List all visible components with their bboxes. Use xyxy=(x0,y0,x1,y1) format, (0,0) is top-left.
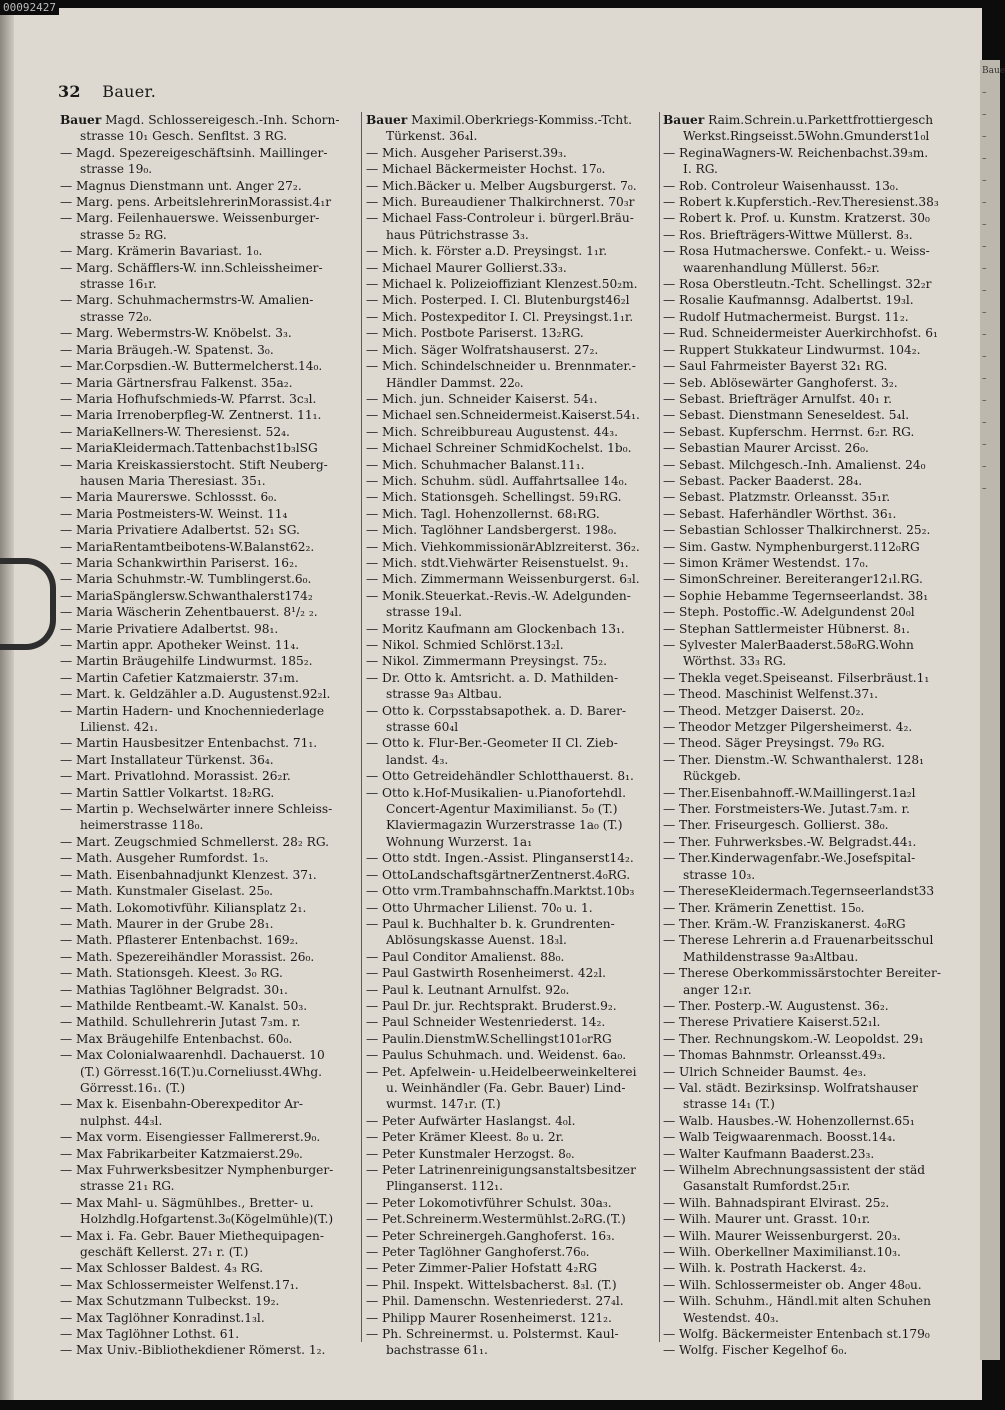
directory-entry: — Theod. Maschinist Welfenst.37₁. xyxy=(663,687,878,702)
next-page-fragment: – xyxy=(982,440,987,450)
directory-entry: — Mart. Zeugschmied Schmellerst. 28₂ RG. xyxy=(60,834,330,849)
directory-entry: — Rob. Controleur Waisenhausst. 13₀. xyxy=(663,178,899,193)
directory-entry: — Otto vrm.Trambahnschaffn.Marktst.10b₃ xyxy=(366,884,635,899)
directory-entry: — Theodor Metzger Pilgersheimerst. 4₂. xyxy=(663,720,913,735)
entry-continuation: Wohnung Wurzerst. 1a₁ xyxy=(386,834,533,849)
directory-entry: — ReginaWagners-W. Reichenbachst.39₃m. xyxy=(663,145,929,160)
surname-label: Bauer xyxy=(366,113,408,127)
directory-entry: — Otto Uhrmacher Lilienst. 70₀ u. 1. xyxy=(366,900,593,915)
directory-entry: — Monik.Steuerkat.-Revis.-W. Adelgunden- xyxy=(366,588,631,603)
directory-entry: — Mich. ViehkommissionärAblzreiterst. 36₂. xyxy=(366,539,640,554)
directory-entry: — Wolfg. Fischer Kegelhof 6₀. xyxy=(663,1343,848,1358)
next-page-fragment: – xyxy=(982,242,987,252)
directory-entry: — SimonSchreiner. Bereiteranger12₁l.RG. xyxy=(663,572,923,587)
next-page-fragment: – xyxy=(982,176,987,186)
directory-entry: — Mich. Postbote Pariserst. 13₂RG. xyxy=(366,326,584,341)
directory-entry: — Mathias Taglöhner Belgradst. 30₁. xyxy=(60,982,288,997)
directory-entry: — Marg. Krämerin Bavariast. 1₀. xyxy=(60,244,263,259)
directory-entry: — Paul k. Buchhalter b. k. Grundrenten- xyxy=(366,916,615,931)
directory-entry: — Martin Cafetier Katzmaierstr. 37₁m. xyxy=(60,670,299,685)
directory-entry: — Ros. Briefträgers-Wittwe Müllerst. 8₃. xyxy=(663,227,913,242)
directory-entry: — Mart. Privatlohnd. Morassist. 26₂r. xyxy=(60,769,291,784)
directory-entry: — Wilhelm Abrechnungsassistent der städ xyxy=(663,1163,926,1177)
directory-entry: — Walb Teigwaarenmach. Boosst.14₄. xyxy=(663,1130,896,1145)
directory-entry: — Magnus Dienstmann unt. Anger 27₂. xyxy=(60,178,302,193)
directory-entry: — Mich. Schuhmacher Balanst.11₁. xyxy=(366,457,585,472)
entry-continuation: Rückgeb. xyxy=(683,769,741,784)
next-page-fragment: Baue xyxy=(982,66,1005,76)
entry-continuation: u. Weinhändler (Fa. Gebr. Bauer) Lind- xyxy=(386,1080,626,1095)
directory-entry: — Sim. Gastw. Nymphenburgerst.112₀RG xyxy=(663,539,920,554)
directory-entry: — Robert k.Kupferstich.-Rev.Theresienst.38₃ xyxy=(663,195,939,210)
entry-continuation: Werkst.Ringseisst.5Wohn.Gmunderst1₀l xyxy=(683,129,930,144)
directory-entry: — Max k. Eisenbahn-Oberexpeditor Ar- xyxy=(60,1097,303,1112)
directory-entry: — Math. Lokomotivführ. Kiliansplatz 2₁. xyxy=(60,900,307,915)
directory-entry: — Mich. Schindelschneider u. Brennmater.- xyxy=(366,359,636,374)
directory-entry: — Phil. Damenschn. Westenriederst. 27₄l. xyxy=(366,1294,624,1309)
next-page-fragment: – xyxy=(982,484,987,494)
directory-entry: — Michael Fass-Controleur i. bürgerl.Bräu- xyxy=(366,211,634,226)
directory-entry: — MariaKleidermach.Tattenbachst1b₃lSG xyxy=(60,441,318,456)
directory-entry: — Sebast. Haferhändler Wörthst. 36₁. xyxy=(663,506,897,521)
directory-entry: — Theod. Metzger Daiserst. 20₂. xyxy=(663,703,865,718)
directory-entry: — Marg. Schäfflers-W. inn.Schleissheimer- xyxy=(60,260,323,275)
next-page-fragment: – xyxy=(982,264,987,274)
directory-entry: — Paulin.DienstmW.Schellingst101₀rRG xyxy=(366,1031,612,1046)
next-page-fragment: – xyxy=(982,88,987,98)
directory-entry: — ThereseKleidermach.Tegernseerlandst33 xyxy=(663,884,935,899)
directory-entry: — Mathilde Rentbeamt.-W. Kanalst. 50₃. xyxy=(60,998,308,1013)
directory-entry: — Stephan Sattlermeister Hübnerst. 8₁. xyxy=(663,621,910,636)
directory-entry: — Peter Krämer Kleest. 8₀ u. 2r. xyxy=(366,1130,564,1145)
directory-entry: — Martin Hadern- und Knochenniederlage xyxy=(60,703,325,718)
column-3 xyxy=(663,112,981,1358)
directory-entry: — Max Fuhrwerksbesitzer Nymphenburger- xyxy=(60,1163,334,1177)
entry-continuation: Händler Dammst. 22₀. xyxy=(386,375,524,390)
directory-entry: — Mich. Taglöhner Landsbergerst. 198₀. xyxy=(366,523,617,538)
directory-entry: — Math. Ausgeher Rumfordst. 1₅. xyxy=(60,851,269,866)
entry-continuation: bachstrasse 61₁. xyxy=(386,1343,488,1358)
next-page-fragment: – xyxy=(982,286,987,296)
next-page-fragment: – xyxy=(982,352,987,362)
directory-entry: — Ther.Eisenbahnoff.-W.Maillingerst.1a₂l xyxy=(663,785,916,800)
directory-entry: — Martin appr. Apotheker Weinst. 11₄. xyxy=(60,638,300,652)
entry-continuation: strasse 10₁ Gesch. Senfltst. 3 RG. xyxy=(80,129,288,144)
archive-stamp: 00092427 xyxy=(0,0,59,15)
directory-entry: — Mich. k. Förster a.D. Preysingst. 1₁r. xyxy=(366,244,608,259)
directory-entry: — Paul Schneider Westenriederst. 14₂. xyxy=(366,1015,606,1030)
directory-entry: — Marg. pens. ArbeitslehrerinMorassist.4₁r xyxy=(60,195,332,210)
entry-continuation: Holzhdlg.Hofgartenst.3₀(Kögelmühle)(T.) xyxy=(80,1212,334,1227)
directory-entry: — MariaRentamtbeibotens-W.Balanst62₂. xyxy=(60,539,315,554)
column-1 xyxy=(60,112,356,1358)
directory-page xyxy=(0,8,982,1400)
directory-entry: — Peter Taglöhner Ganghoferst.76₀. xyxy=(366,1245,590,1260)
next-page-fragment: – xyxy=(982,154,987,164)
surname-label: Bauer xyxy=(60,113,102,127)
directory-entry: — Seb. Ablösewärter Ganghoferst. 3₂. xyxy=(663,375,898,390)
directory-entry: — Nikol. Schmied Schlörst.13₂l. xyxy=(366,638,564,652)
column-divider-2 xyxy=(659,112,660,1342)
directory-entry: — Maria Maurerswe. Schlossst. 6₀. xyxy=(60,490,277,505)
page-header xyxy=(58,82,156,101)
directory-entry: — Thekla veget.Speiseanst. Filserbräust.1₁ xyxy=(663,670,930,685)
entry-continuation: anger 12₁r. xyxy=(683,982,752,997)
directory-entry: — Wilh. Oberkellner Maximilianst.10₃. xyxy=(663,1245,901,1260)
directory-entry: — Sebastian Schlosser Thalkirchnerst. 25₂. xyxy=(663,523,931,538)
directory-entry: — Sebast. Dienstmann Seneseldest. 5₄l. xyxy=(663,408,910,423)
next-page-fragment: – xyxy=(982,374,987,384)
entry-continuation: Concert-Agentur Maximilianst. 5₀ (T.) xyxy=(386,802,618,817)
next-page-fragment: – xyxy=(982,418,987,428)
directory-entry: — Math. Maurer in der Grube 28₁. xyxy=(60,916,274,931)
directory-entry: — Ther. Posterp.-W. Augustenst. 36₂. xyxy=(663,998,889,1013)
entry-continuation: landst. 4₃. xyxy=(386,752,449,767)
directory-entry: — Philipp Maurer Rosenheimerst. 121₂. xyxy=(366,1310,612,1325)
directory-entry: — Max Schutzmann Tulbeckst. 19₂. xyxy=(60,1294,280,1309)
next-page-fragment: – xyxy=(982,396,987,406)
entry-continuation: strasse 19₄l. xyxy=(386,605,463,620)
directory-entry: — Mich. Posterped. I. Cl. Blutenburgst46₂l xyxy=(366,293,630,308)
directory-entry: — Wilh. Maurer Weissenburgerst. 20₃. xyxy=(663,1228,901,1243)
directory-entry: — Mich. Tagl. Hohenzollernst. 68₁RG. xyxy=(366,506,600,521)
directory-entry: — Martin Sattler Volkartst. 18₂RG. xyxy=(60,785,275,800)
directory-entry: — Rosalie Kaufmannsg. Adalbertst. 19₃l. xyxy=(663,293,914,308)
entry-continuation: wurmst. 147₁r. (T.) xyxy=(386,1097,501,1112)
directory-entry: — Marg. Feilenhauerswe. Weissenburger- xyxy=(60,211,320,226)
directory-entry: — Maria Schankwirthin Pariserst. 16₂. xyxy=(60,555,298,570)
directory-entry: — Pet. Apfelwein- u.Heidelbeerweinkelterei xyxy=(366,1064,637,1079)
directory-entry: — Theod. Säger Preysingst. 79₀ RG. xyxy=(663,736,885,751)
directory-entry: — Max Bräugehilfe Entenbachst. 60₀. xyxy=(60,1031,293,1046)
entry-continuation: waarenhandlung Müllerst. 56₂r. xyxy=(683,260,880,275)
directory-entry: — Sebast. Briefträger Arnulfst. 40₁ r. xyxy=(663,391,892,406)
directory-entry: — Phil. Inspekt. Wittelsbacherst. 8₃l. (T.) xyxy=(366,1277,617,1292)
directory-entry: — Rud. Schneidermeister Auerkirchhofst. 6₁ xyxy=(663,326,938,341)
directory-entry: — Rudolf Hutmachermeist. Burgst. 11₂. xyxy=(663,309,909,324)
entry-continuation: Plinganserst. 112₁. xyxy=(386,1179,503,1194)
directory-entry: — Michael sen.Schneidermeist.Kaiserst.54₁. xyxy=(366,408,640,423)
directory-entry: — Ther.Kinderwagenfabr.-We.Josefspital- xyxy=(663,851,916,866)
directory-entry: — Max i. Fa. Gebr. Bauer Miethequipagen- xyxy=(60,1228,324,1243)
entry-continuation: strasse 21₁ RG. xyxy=(80,1179,175,1194)
entry-continuation: Westendst. 40₃. xyxy=(683,1310,779,1325)
directory-entry: — Martin Hausbesitzer Entenbachst. 71₁. xyxy=(60,736,318,751)
directory-entry: — Math. Kunstmaler Giselast. 25₀. xyxy=(60,884,274,899)
directory-entry: — Otto k.Hof-Musikalien- u.Pianofortehdl. xyxy=(366,785,626,800)
entry-lead: Bauer Magd. Schlossereigesch.-Inh. Schorn- xyxy=(60,113,340,127)
directory-entry: — Maria Postmeisters-W. Weinst. 11₄ xyxy=(60,506,288,521)
directory-entry: — Marie Privatiere Adalbertst. 98₁. xyxy=(60,621,279,636)
entry-continuation: strasse 10₃. xyxy=(683,867,756,882)
directory-entry: — Wilh. k. Postrath Hackerst. 4₂. xyxy=(663,1261,867,1276)
directory-entry: — Ulrich Schneider Baumst. 4e₃. xyxy=(663,1064,867,1079)
directory-entry: — Max Schlosser Baldest. 4₃ RG. xyxy=(60,1261,264,1276)
entry-continuation: Ablösungskasse Auenst. 18₃l. xyxy=(386,933,567,948)
directory-entry: — Mart. k. Geldzähler a.D. Augustenst.92₂l. xyxy=(60,687,331,702)
entry-continuation: I. RG. xyxy=(683,162,718,177)
directory-entry: — Ther. Friseurgesch. Gollierst. 38₀. xyxy=(663,818,889,833)
column-2 xyxy=(366,112,660,1358)
next-page-fragment: – xyxy=(982,462,987,472)
directory-entry: — Math. Spezereihändler Morassist. 26₀. xyxy=(60,949,315,964)
next-page-fragment: – xyxy=(982,308,987,318)
directory-entry: — Peter Schreinergeh.Ganghoferst. 16₃. xyxy=(366,1228,615,1243)
directory-entry: — Paul k. Leutnant Arnulfst. 92₀. xyxy=(366,982,570,997)
directory-entry: — Maria Schuhmstr.-W. Tumblingerst.6₀. xyxy=(60,572,312,587)
directory-entry: — Walter Kaufmann Baaderst.23₃. xyxy=(663,1146,875,1161)
directory-entry: — Sebastian Maurer Arcisst. 26₀. xyxy=(663,441,869,456)
entry-continuation: Görresst.16₁. (T.) xyxy=(80,1080,186,1095)
directory-entry: — Sebast. Kupferschm. Herrnst. 6₂r. RG. xyxy=(663,424,915,439)
directory-entry: — Sophie Hebamme Tegernseerlandst. 38₁ xyxy=(663,588,929,603)
directory-entry: — Max Taglöhner Lothst. 61. xyxy=(60,1327,240,1342)
directory-entry: — Math. Stationsgeh. Kleest. 3₀ RG. xyxy=(60,966,283,981)
directory-entry: — Mathild. Schullehrerin Jutast 7₃m. r. xyxy=(60,1015,301,1030)
entry-continuation: strasse 72₀. xyxy=(80,309,153,324)
directory-entry: — Maria Privatiere Adalbertst. 52₁ SG. xyxy=(60,523,300,538)
next-page-fragment: – xyxy=(982,198,987,208)
directory-entry: — Sebast. Milchgesch.-Inh. Amalienst. 24₀ xyxy=(663,457,926,472)
directory-entry: — Wilh. Schuhm., Händl.mit alten Schuhen xyxy=(663,1294,931,1309)
directory-entry: — Mich. Zimmermann Weissenburgerst. 6₃l. xyxy=(366,572,640,587)
directory-entry: — Ther. Fuhrwerksbes.-W. Belgradst.44₁. xyxy=(663,834,917,849)
directory-entry: — Mich. Schreibbureau Augustenst. 44₃. xyxy=(366,424,618,439)
directory-entry: — Peter Zimmer-Palier Hofstatt 4₂RG xyxy=(366,1261,598,1276)
running-head: Bauer. xyxy=(102,82,157,101)
entry-lead: Bauer Raim.Schrein.u.Parkettfrottiergesch xyxy=(663,113,934,127)
entry-continuation: heimerstrasse 118₀. xyxy=(80,818,204,833)
directory-entry: — Therese Privatiere Kaiserst.52₁l. xyxy=(663,1015,881,1030)
directory-entry: — Martin Bräugehilfe Lindwurmst. 185₂. xyxy=(60,654,313,669)
entry-continuation: strasse 19₀. xyxy=(80,162,153,177)
directory-entry: — Paul Dr. jur. Rechtsprakt. Bruderst.9₂. xyxy=(366,998,617,1013)
directory-entry: — Max Colonialwaarenhdl. Dachauerst. 10 xyxy=(60,1048,325,1063)
directory-entry: — Wilh. Schlossermeister ob. Anger 48₀u. xyxy=(663,1277,922,1292)
directory-entry: — Marg. Webermstrs-W. Knöbelst. 3₃. xyxy=(60,326,292,341)
directory-entry: — Mich.Bäcker u. Melber Augsburgerst. 7₀. xyxy=(366,178,637,193)
directory-entry: — Max Fabrikarbeiter Katzmaierst.29₀. xyxy=(60,1146,303,1161)
directory-entry: — Ther. Kräm.-W. Franziskanerst. 4₀RG xyxy=(663,916,906,931)
entry-continuation: geschäft Kellerst. 27₁ r. (T.) xyxy=(80,1245,249,1260)
directory-entry: — Sebast. Platzmstr. Orleansst. 35₁r. xyxy=(663,490,891,505)
directory-entry: — Paul Gastwirth Rosenheimerst. 42₂l. xyxy=(366,966,606,981)
directory-entry: — Therese Oberkommissärstochter Bereiter- xyxy=(663,966,941,981)
directory-entry: — Maria Wäscherin Zehentbauerst. 8¹/₂ ₂. xyxy=(60,605,318,620)
directory-entry: — Max Taglöhner Konradinst.1₃l. xyxy=(60,1310,265,1325)
directory-entry: — Simon Krämer Westendst. 17₀. xyxy=(663,555,869,570)
directory-entry: — Mich. stdt.Viehwärter Reisenstuelst. 9₁. xyxy=(366,555,629,570)
book-binding xyxy=(0,8,14,1400)
directory-entry: — Marg. Schuhmachermstrs-W. Amalien- xyxy=(60,293,314,308)
entry-continuation: Gasanstalt Rumfordst.25₁r. xyxy=(683,1179,851,1194)
directory-entry: — Mar.Corpsdien.-W. Buttermelcherst.14₀. xyxy=(60,359,323,374)
directory-entry: — Michael k. Polizeioffiziant Klenzest.50₂m. xyxy=(366,277,638,292)
directory-entry: — MariaSpänglersw.Schwanthalerst174₂ xyxy=(60,588,313,603)
directory-entry: — Ther. Rechnungskom.-W. Leopoldst. 29₁ xyxy=(663,1031,924,1046)
directory-entry: — Pet.Schreinerm.Westermühlst.2₀RG.(T.) xyxy=(366,1212,626,1227)
directory-entry: — Maria Gärtnersfrau Falkenst. 35a₂. xyxy=(60,375,293,390)
directory-entry: — Math. Pflasterer Entenbachst. 169₂. xyxy=(60,933,299,948)
directory-entry: — OttoLandschaftsgärtnerZentnerst.4₀RG. xyxy=(366,867,631,882)
entry-continuation: strasse 5₂ RG. xyxy=(80,227,167,242)
directory-entry: — Ther. Dienstm.-W. Schwanthalerst. 128₁ xyxy=(663,752,924,767)
entry-continuation: Klaviermagazin Wurzerstrasse 1a₀ (T.) xyxy=(386,818,623,833)
directory-entry: — Mich. Ausgeher Pariserst.39₃. xyxy=(366,145,567,160)
directory-entry: — Max Mahl- u. Sägmühlbes., Bretter- u. xyxy=(60,1195,314,1210)
directory-entry: — Otto k. Flur-Ber.-Geometer II Cl. Zieb- xyxy=(366,736,618,751)
next-page-edge xyxy=(980,60,1005,1360)
directory-entry: — Therese Lehrerin a.d Frauenarbeitsschul xyxy=(663,933,934,948)
entry-continuation: Lilienst. 42₁. xyxy=(80,720,159,735)
directory-entry: — Thomas Bahnmstr. Orleansst.49₃. xyxy=(663,1048,886,1063)
directory-entry: — Martin p. Wechselwärter innere Schleiss- xyxy=(60,802,333,817)
directory-entry: — Mich. jun. Schneider Kaiserst. 54₁. xyxy=(366,391,598,406)
entry-continuation: strasse 14₁ (T.) xyxy=(683,1097,775,1112)
entry-continuation: hausen Maria Theresiast. 35₁. xyxy=(80,473,266,488)
directory-entry: — Mich. Postexpeditor I. Cl. Preysingst.1₁r. xyxy=(366,309,634,324)
directory-entry: — Magd. Spezereigeschäftsinh. Maillinger- xyxy=(60,145,328,160)
directory-entry: — Maria Kreiskassierstocht. Stift Neuberg- xyxy=(60,457,328,472)
column-divider-1 xyxy=(361,112,362,1342)
directory-entry: — Steph. Postoffic.-W. Adelgundenst 20₀l xyxy=(663,605,915,620)
directory-entry: — Max Univ.-Bibliothekdiener Römerst. 1₂. xyxy=(60,1343,326,1358)
directory-entry: — Moritz Kaufmann am Glockenbach 13₁. xyxy=(366,621,625,636)
entry-continuation: strasse 60₄l xyxy=(386,720,459,735)
directory-entry: — Rosa Hutmacherswe. Confekt.- u. Weiss- xyxy=(663,244,930,259)
entry-continuation: strasse 9a₃ Altbau. xyxy=(386,687,503,702)
directory-entry: — Peter Latrinenreinigungsanstaltsbesitzer xyxy=(366,1163,636,1177)
directory-entry: — Wolfg. Bäckermeister Entenbach st.179₀ xyxy=(663,1327,930,1342)
directory-entry: — Otto Getreidehändler Schlotthauerst. 8₁. xyxy=(366,769,634,784)
directory-entry: — Ther. Forstmeisters-We. Jutast.7₃m. r. xyxy=(663,802,910,817)
binder-clip xyxy=(0,558,56,650)
directory-entry: — Ther. Krämerin Zenettist. 15₀. xyxy=(663,900,865,915)
directory-entry: — Mich. Säger Wolfratshauserst. 27₂. xyxy=(366,342,599,357)
directory-entry: — Maria Bräugeh.-W. Spatenst. 3₀. xyxy=(60,342,274,357)
directory-entry: — Dr. Otto k. Amtsricht. a. D. Mathilden- xyxy=(366,670,619,685)
directory-entry: — Val. städt. Bezirksinsp. Wolfratshauser xyxy=(663,1080,918,1095)
entry-continuation: Wörthst. 33₃ RG. xyxy=(683,654,787,669)
directory-entry: — Paulus Schuhmach. und. Weidenst. 6a₀. xyxy=(366,1048,627,1063)
directory-entry: — Ruppert Stukkateur Lindwurmst. 104₂. xyxy=(663,342,921,357)
directory-entry: — Wilh. Bahnadspirant Elvirast. 25₂. xyxy=(663,1195,890,1210)
directory-entry: — Max vorm. Eisengiesser Fallmererst.9₀. xyxy=(60,1130,321,1145)
directory-entry: — Peter Aufwärter Haslangst. 4₀l. xyxy=(366,1113,576,1128)
directory-entry: — Rosa Oberstleutn.-Tcht. Schellingst. 32₂r xyxy=(663,277,932,292)
directory-entry: — Mich. Schuhm. südl. Auffahrtsallee 14₀. xyxy=(366,473,628,488)
directory-entry: — Otto k. Corpsstabsapothek. a. D. Barer- xyxy=(366,703,627,718)
directory-entry: — Otto stdt. Ingen.-Assist. Plinganserst14₂. xyxy=(366,851,634,866)
entry-continuation: (T.) Görresst.16(T.)u.Corneliusst.4Whg. xyxy=(80,1064,323,1079)
next-page-fragment: – xyxy=(982,110,987,120)
directory-entry: — Maria Irrenoberpfleg-W. Zentnerst. 11₁. xyxy=(60,408,322,423)
directory-entry: — Wilh. Maurer unt. Grasst. 10₁r. xyxy=(663,1212,871,1227)
directory-entry: — Robert k. Prof. u. Kunstm. Kratzerst. 30₀ xyxy=(663,211,930,226)
entry-continuation: haus Pütrichstrasse 3₃. xyxy=(386,227,529,242)
directory-entry: — Michael Bäckermeister Hochst. 17₀. xyxy=(366,162,606,177)
directory-entry: — Paul Conditor Amalienst. 88₀. xyxy=(366,949,565,964)
surname-label: Bauer xyxy=(663,113,705,127)
directory-entry: — Michael Schreiner SchmidKochelst. 1b₀. xyxy=(366,441,632,456)
entry-continuation: Mathildenstrasse 9a₃Altbau. xyxy=(683,949,859,964)
page-number: 32 xyxy=(58,82,81,101)
directory-entry: — Nikol. Zimmermann Preysingst. 75₂. xyxy=(366,654,608,669)
entry-lead: Bauer Maximil.Oberkriegs-Kommiss.-Tcht. xyxy=(366,113,632,127)
directory-entry: — Michael Maurer Gollierst.33₃. xyxy=(366,260,567,275)
directory-entry: — MariaKellners-W. Theresienst. 52₄. xyxy=(60,424,290,439)
directory-entry: — Walb. Hausbes.-W. Hohenzollernst.65₁ xyxy=(663,1113,915,1128)
directory-entry: — Peter Lokomotivführer Schulst. 30a₃. xyxy=(366,1195,612,1210)
directory-entry: — Saul Fahrmeister Bayerst 32₁ RG. xyxy=(663,359,888,374)
directory-entry: — Sylvester MalerBaaderst.58₀RG.Wohn xyxy=(663,638,914,652)
directory-entry: — Mart Installateur Türkenst. 36₄. xyxy=(60,752,274,767)
directory-entry: — Sebast. Packer Baaderst. 28₄. xyxy=(663,473,863,488)
directory-entry: — Mich. Bureaudiener Thalkirchnerst. 70₃r xyxy=(366,195,635,210)
directory-entry: — Ph. Schreinermst. u. Polstermst. Kaul- xyxy=(366,1327,619,1342)
directory-entry: — Peter Kunstmaler Herzogst. 8₀. xyxy=(366,1146,575,1161)
next-page-fragment: – xyxy=(982,330,987,340)
directory-entry: — Max Schlossermeister Welfenst.17₁. xyxy=(60,1277,299,1292)
entry-continuation: nulphst. 44₃l. xyxy=(80,1113,163,1128)
directory-entry: — Maria Hofhufschmieds-W. Pfarrst. 3c₃l. xyxy=(60,391,317,406)
next-page-fragment: – xyxy=(982,220,987,230)
entry-continuation: strasse 16₁r. xyxy=(80,277,157,292)
next-page-fragment: – xyxy=(982,132,987,142)
entry-continuation: Türkenst. 36₄l. xyxy=(386,129,478,144)
directory-entry: — Math. Eisenbahnadjunkt Klenzest. 37₁. xyxy=(60,867,317,882)
directory-entry: — Mich. Stationsgeh. Schellingst. 59₁RG. xyxy=(366,490,622,505)
